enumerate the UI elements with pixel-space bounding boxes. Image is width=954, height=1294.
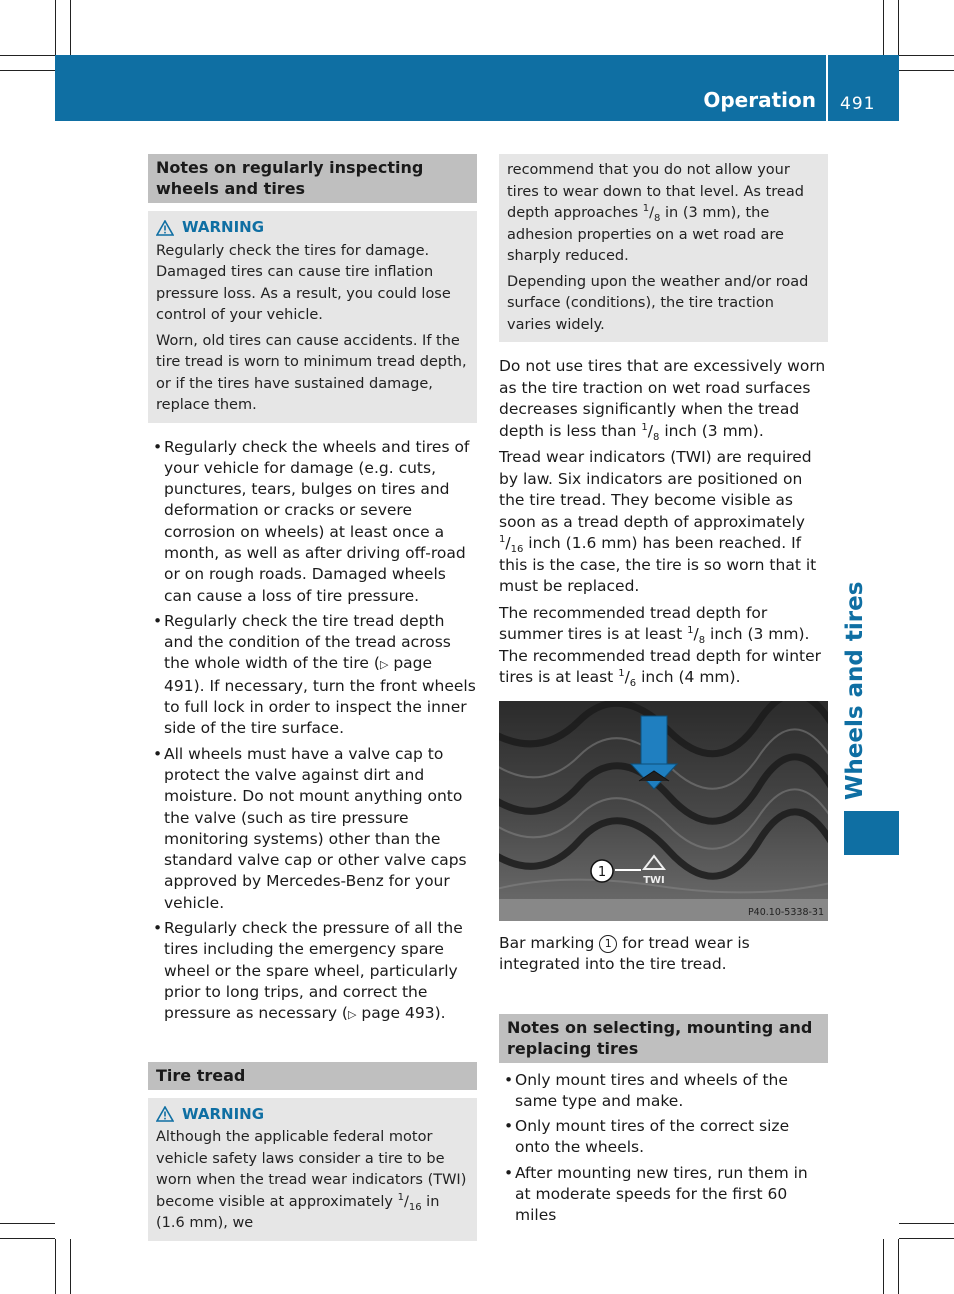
- page-ref-arrow-icon: ▷: [379, 658, 389, 672]
- image-caption: Bar marking 1 for tread wear is integrated into the tire tread.: [499, 933, 750, 973]
- crop-mark: [883, 0, 884, 55]
- section-heading: Tire tread: [148, 1062, 477, 1090]
- side-tab-marker: [844, 811, 899, 855]
- crop-mark: [0, 1238, 55, 1239]
- warning-label: WARNING: [182, 218, 265, 236]
- page-link[interactable]: page 491). If necessary, turn the front wheels to full lock in order to inspect the inner side of the tire surface.: [164, 654, 476, 738]
- crop-mark: [55, 1239, 56, 1294]
- crop-mark: [899, 70, 954, 71]
- page-ref-arrow-icon: ▷: [347, 1008, 357, 1022]
- callout-number: 1: [597, 864, 607, 880]
- section-heading: Notes on selecting, mounting and replacing tires: [499, 1014, 828, 1063]
- list-item: • Only mount tires and wheels of the same type and make.: [499, 1070, 828, 1113]
- crop-mark: [0, 70, 55, 71]
- warning-triangle-icon: [156, 220, 174, 236]
- list-item: • Only mount tires of the correct size onto the wheels.: [499, 1116, 828, 1159]
- warning-text: Regularly check the tires for damage. Damaged tires can cause tire inflation pressure loss. As a result, you could lose control of your vehicle.: [156, 242, 451, 323]
- section-title: Operation: [703, 88, 816, 112]
- warning-triangle-icon: [156, 1106, 174, 1122]
- warning-title: [156, 1104, 469, 1126]
- left-column: [148, 154, 477, 1241]
- crop-mark: [70, 0, 71, 55]
- paragraph: Do not use tires that are excessively worn as the tire traction on wet road surfaces decreases significantly when the tread depth is less than $^1/_8$ inch (3 mm).: [499, 357, 826, 443]
- right-column: [499, 154, 828, 1231]
- list-item: [148, 611, 477, 740]
- section-heading: Notes on regularly inspecting wheels and tires: [148, 154, 477, 203]
- list-text: Regularly check the tire tread depth and the condition of the tread across the whole width of the tire (: [164, 611, 451, 673]
- header-divider: [826, 55, 828, 121]
- crop-mark: [55, 0, 56, 55]
- warning-text: Depending upon the weather and/or road surface (conditions), the tire traction varies widely.: [507, 273, 809, 333]
- warning-box-continued: [499, 154, 828, 342]
- page-link[interactable]: page 493).: [361, 1004, 446, 1023]
- crop-mark: [883, 1239, 884, 1294]
- crop-mark: [899, 55, 954, 56]
- body-text: [499, 356, 828, 689]
- list-text: Regularly check the pressure of all the tires including the emergency spare wheel or the spare wheel, particularly prior to long trips, and correct the pressure as necessary (: [164, 919, 463, 1023]
- image-code: P40.10-5338-31: [747, 906, 824, 918]
- tire-tread-illustration: [499, 701, 828, 921]
- twi-label: TWI: [643, 874, 665, 886]
- bullet-list: [499, 1070, 828, 1227]
- crop-mark: [899, 1223, 954, 1224]
- crop-mark: [899, 1238, 954, 1239]
- side-tab-label: Wheels and tires: [842, 581, 868, 800]
- crop-mark: [0, 55, 55, 56]
- page-number: 491: [840, 94, 876, 114]
- list-item: • Regularly check the wheels and tires of your vehicle for damage (e.g. cuts, punctures, tears, bulges on tires and deformation or cracks or severe corrosion on wheels) at least once a month, as well as after driving off-road or on rough roads. Damaged wheels can cause a loss of tire pressure.: [148, 437, 477, 607]
- warning-text: recommend that you do not allow your tires to wear down to that level. As tread depth approaches $^1/_8$ in (3 mm), the adhesion properties on a wet road are sharply reduced.: [507, 162, 804, 264]
- warning-label: WARNING: [182, 1104, 265, 1123]
- paragraph: The recommended tread depth for summer tires is at least $^1/_8$ inch (3 mm). The recommended tread depth for winter tires is at least $^1/_6$ inch (4 mm).: [499, 603, 822, 690]
- list-item: • All wheels must have a valve cap to protect the valve against dirt and moisture. Do not mount anything onto the valve (such as tire pressure monitoring systems) other than the standard valve cap or other valve caps approved by Mercedes-Benz for your vehicle.: [148, 744, 477, 914]
- warning-box: [148, 1098, 477, 1241]
- crop-mark: [0, 1223, 55, 1224]
- warning-text: Although the applicable federal motor vehicle safety laws consider a tire to be worn when the tread wear indicators (TWI) become visible at approximately $^1/_{16}$ in (1.6 mm), we: [156, 1129, 467, 1232]
- callout-marker: 1: [599, 935, 617, 953]
- crop-mark: [898, 1239, 899, 1294]
- warning-title: [156, 217, 469, 239]
- crop-mark: [898, 0, 899, 55]
- warning-box: [148, 211, 477, 423]
- list-item: • After mounting new tires, run them in at moderate speeds for the first 60 miles: [499, 1163, 828, 1227]
- crop-mark: [70, 1239, 71, 1294]
- bullet-list: [148, 437, 477, 1026]
- warning-text: Worn, old tires can cause accidents. If the tire tread is worn to minimum tread depth, or if the tires have sustained damage, replace them.: [156, 332, 467, 413]
- list-item: [148, 918, 477, 1025]
- paragraph: Tread wear indicators (TWI) are required by law. Six indicators are positioned on the tire tread. They become visible as soon as a tread depth of approximately $^1/_{16}$ inch (1.6 mm) has been reached. If this is the case, the tire is so worn that it must be replaced.: [499, 448, 817, 595]
